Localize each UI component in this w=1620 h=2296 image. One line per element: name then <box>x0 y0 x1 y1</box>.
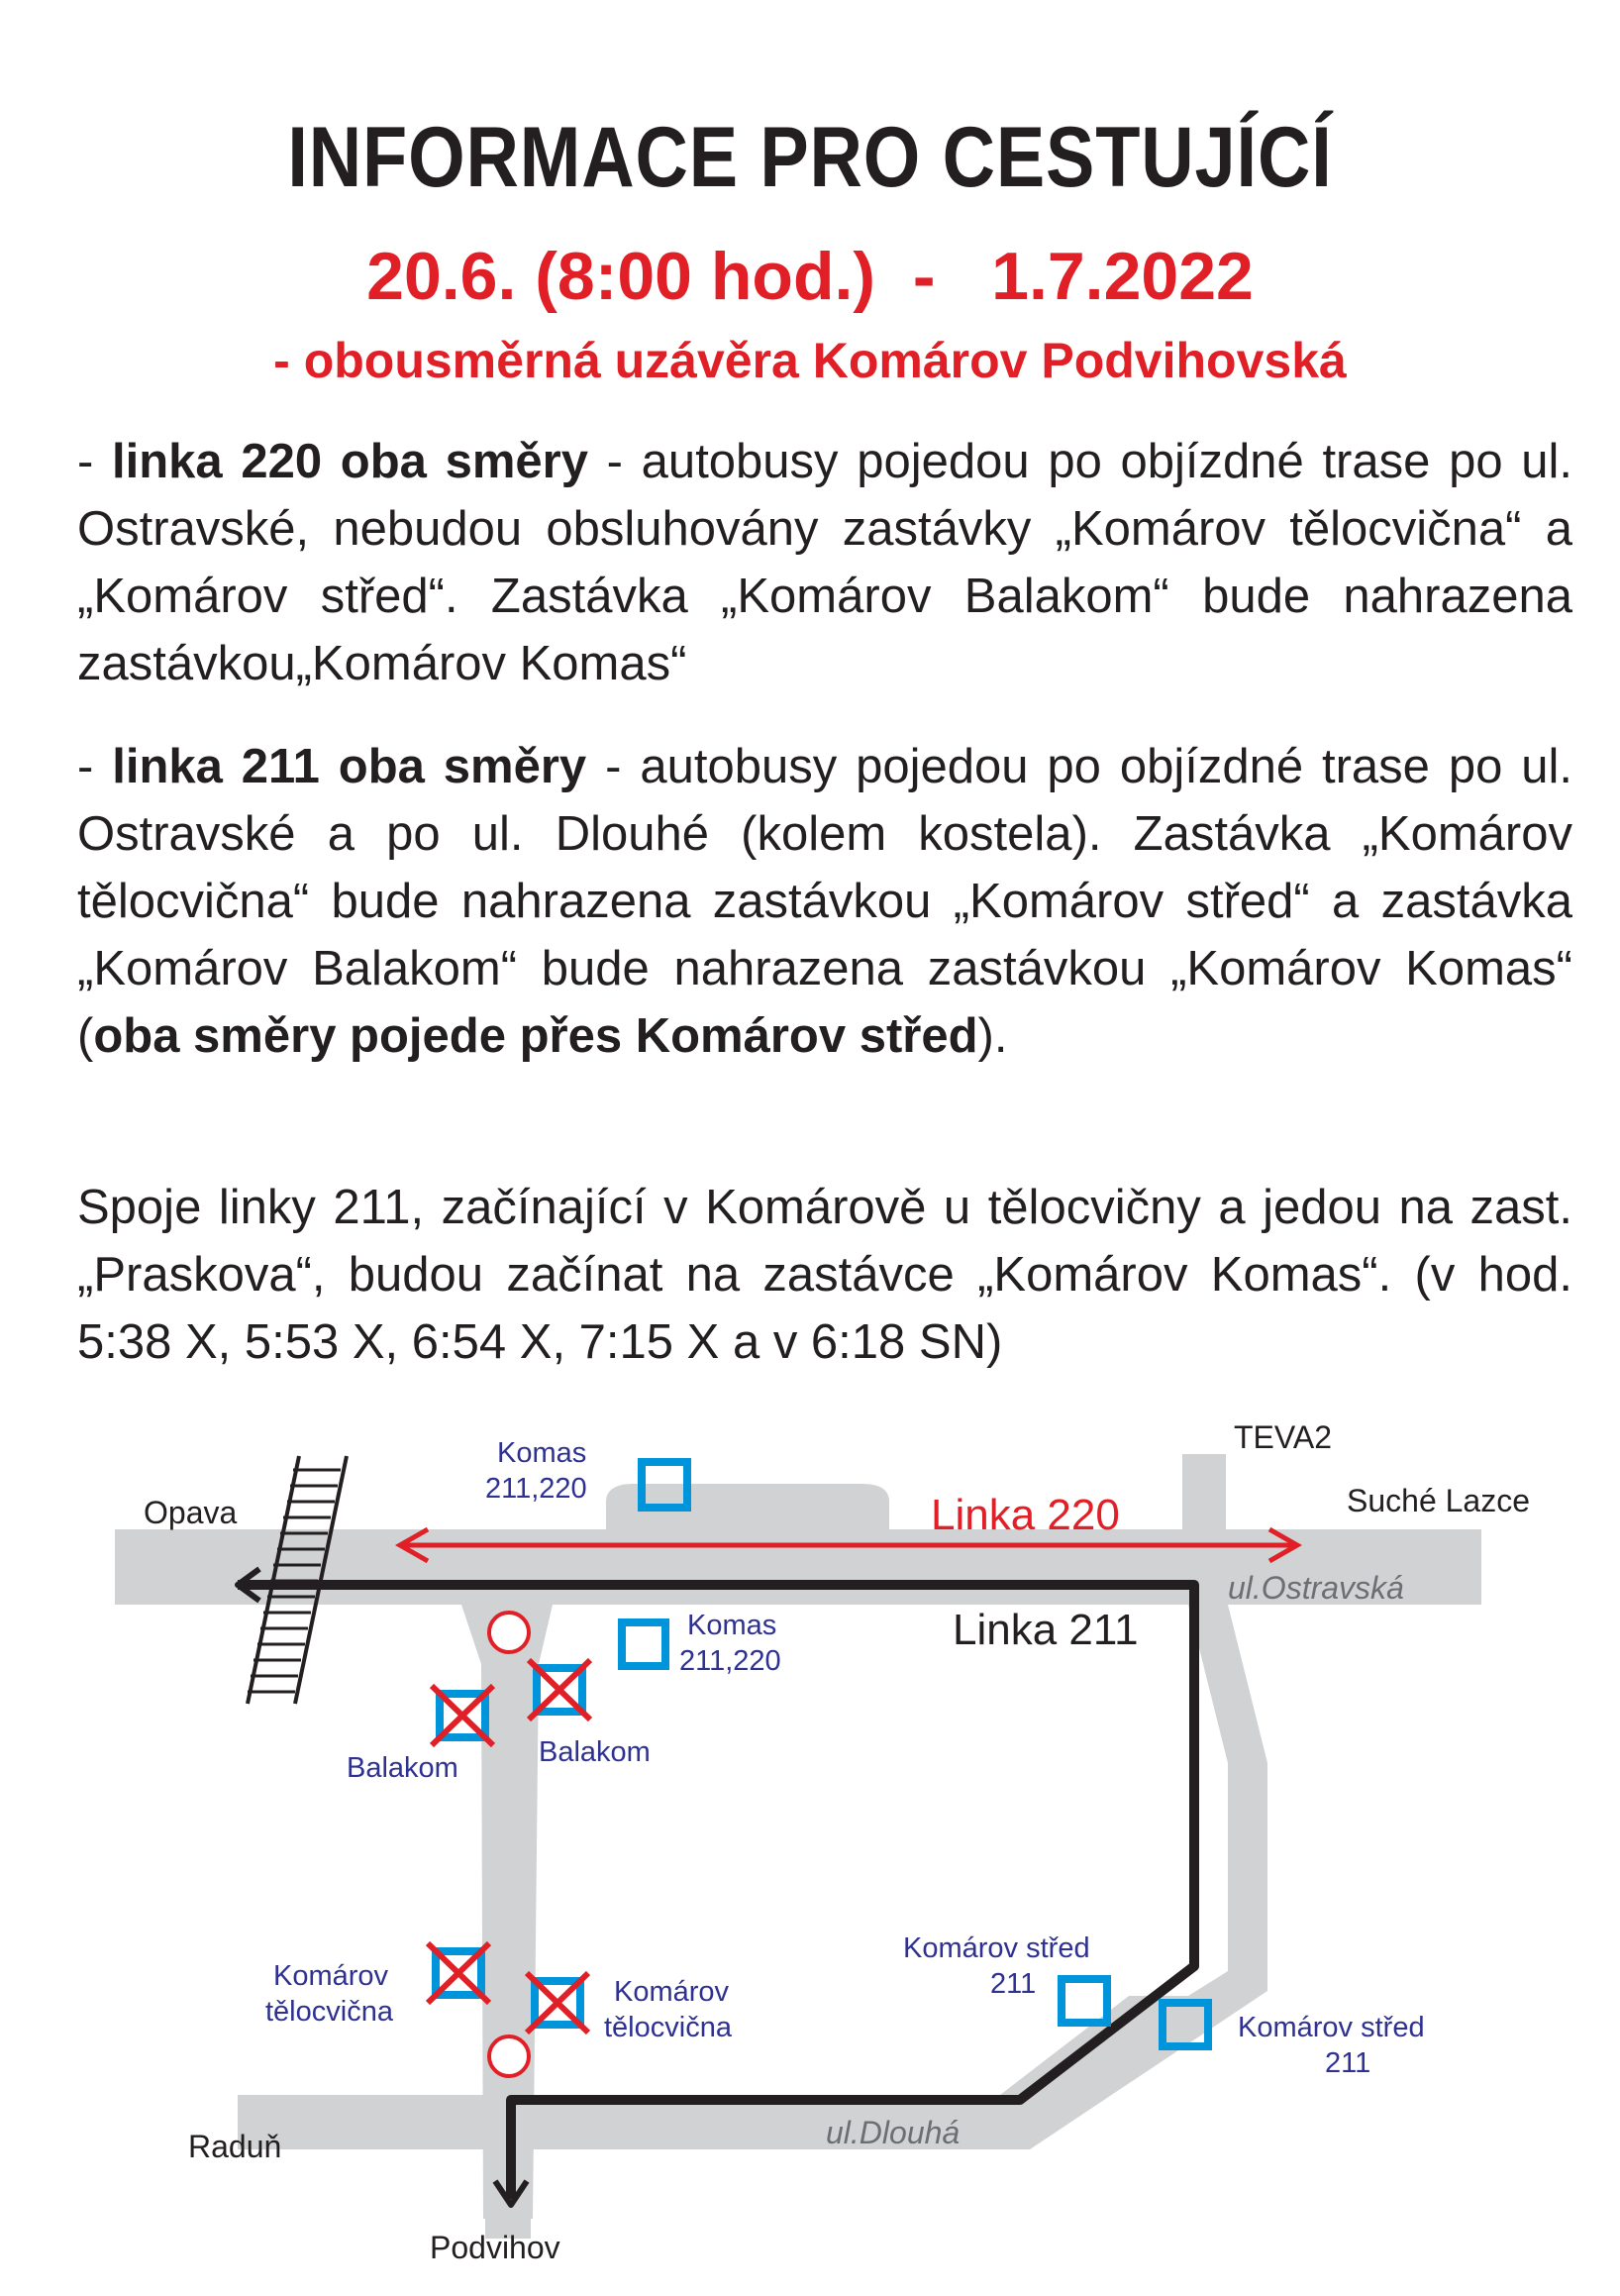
label-telocvicna-right-1: Komárov <box>614 1976 730 2008</box>
stop-komas-mid <box>622 1622 665 1666</box>
label-komas-top-lines: 211,220 <box>485 1473 587 1505</box>
line-211-paragraph <box>77 733 1572 1070</box>
closure-subtitle: - obousměrná uzávěra Komárov Podvihovská <box>273 333 1347 388</box>
label-radun: Raduň <box>188 2129 282 2164</box>
label-suche-lazce: Suché Lazce <box>1347 1483 1531 1518</box>
label-linka-211: Linka 211 <box>953 1606 1139 1654</box>
stop-stred-left <box>1062 1979 1107 2023</box>
road-dlouha <box>238 1605 1267 2149</box>
label-podvihov: Podvihov <box>430 2230 560 2265</box>
label-linka-220: Linka 220 <box>931 1491 1120 1539</box>
stop-telocvicna-right-cancelled <box>527 1973 588 2033</box>
label-opava: Opava <box>144 1495 238 1530</box>
closure-marker-south <box>489 2036 529 2076</box>
label-komas-top-name: Komas <box>497 1437 587 1469</box>
label-komas-mid-lines: 211,220 <box>679 1645 781 1677</box>
label-telocvicna-left-2: tělocvična <box>265 1996 393 2028</box>
label-dlouha: ul.Dlouhá <box>826 2115 961 2150</box>
label-teva2: TEVA2 <box>1234 1419 1332 1455</box>
road-teva-side <box>1182 1553 1226 1603</box>
line-220-prefix: - <box>77 435 113 488</box>
line-211-suffix: ). <box>977 1009 1008 1063</box>
label-komas-mid-name: Komas <box>687 1610 777 1641</box>
label-telocvicna-left-1: Komárov <box>273 1960 389 1992</box>
line-220-heading: linka 220 oba směry <box>112 435 588 488</box>
stop-balakom-left-cancelled <box>432 1686 493 1745</box>
line-211-prefix: - <box>77 740 113 793</box>
road-teva <box>1182 1454 1226 1553</box>
closure-dates: 20.6. (8:00 hod.) - 1.7.2022 <box>366 239 1254 314</box>
label-balakom-left: Balakom <box>347 1752 458 1784</box>
stop-balakom-right-cancelled <box>529 1660 590 1720</box>
label-balakom-right: Balakom <box>539 1736 651 1768</box>
line-211-emphasis: oba směry pojede přes Komárov střed <box>93 1009 978 1063</box>
stop-telocvicna-left-cancelled <box>428 1943 489 2003</box>
label-stred-right-name: Komárov střed <box>1238 2012 1425 2043</box>
page-title: INFORMACE PRO CESTUJÍCÍ <box>287 110 1333 205</box>
line-220-paragraph <box>77 428 1572 697</box>
line-211-text: - autobusy pojedou po objízdné trase po ul. Ostravské a po ul. Dlouhé (kolem kostela). Zastávka „Komárov tělocvična“ bude nahrazena zastávkou „Komárov střed“ a zastávka „Komárov Balakom“ bude nahrazena zastávkou „Komárov Komas“ ( <box>77 740 1572 1063</box>
schedule-paragraph: Spoje linky 211, začínající v Komárově u tělocvičny a jedou na zast. „Praskova“, budou začínat na zastávce „Komárov Komas“. (v hod. 5:38 X, 5:53 X, 6:54 X, 7:15 X a v 6:18 SN) <box>77 1181 1572 1369</box>
label-stred-right-lines: 211 <box>1325 2047 1371 2079</box>
label-telocvicna-right-2: tělocvična <box>604 2012 732 2043</box>
label-stred-left-lines: 211 <box>990 1968 1037 2000</box>
closure-marker-north <box>489 1613 529 1652</box>
label-ostravska: ul.Ostravská <box>1228 1570 1404 1606</box>
label-stred-left-name: Komárov střed <box>903 1932 1090 1964</box>
detour-map <box>0 1407 1620 2296</box>
line-220-text: - autobusy pojedou po objízdné trase po ul. Ostravské, nebudou obsluhovány zastávky „Komárov tělocvična“ a „Komárov střed“. Zastávka „Komárov Balakom“ bude nahrazena zastávkou„Komárov Komas“ <box>77 435 1573 690</box>
line-211-heading: linka 211 oba směry <box>112 740 587 793</box>
